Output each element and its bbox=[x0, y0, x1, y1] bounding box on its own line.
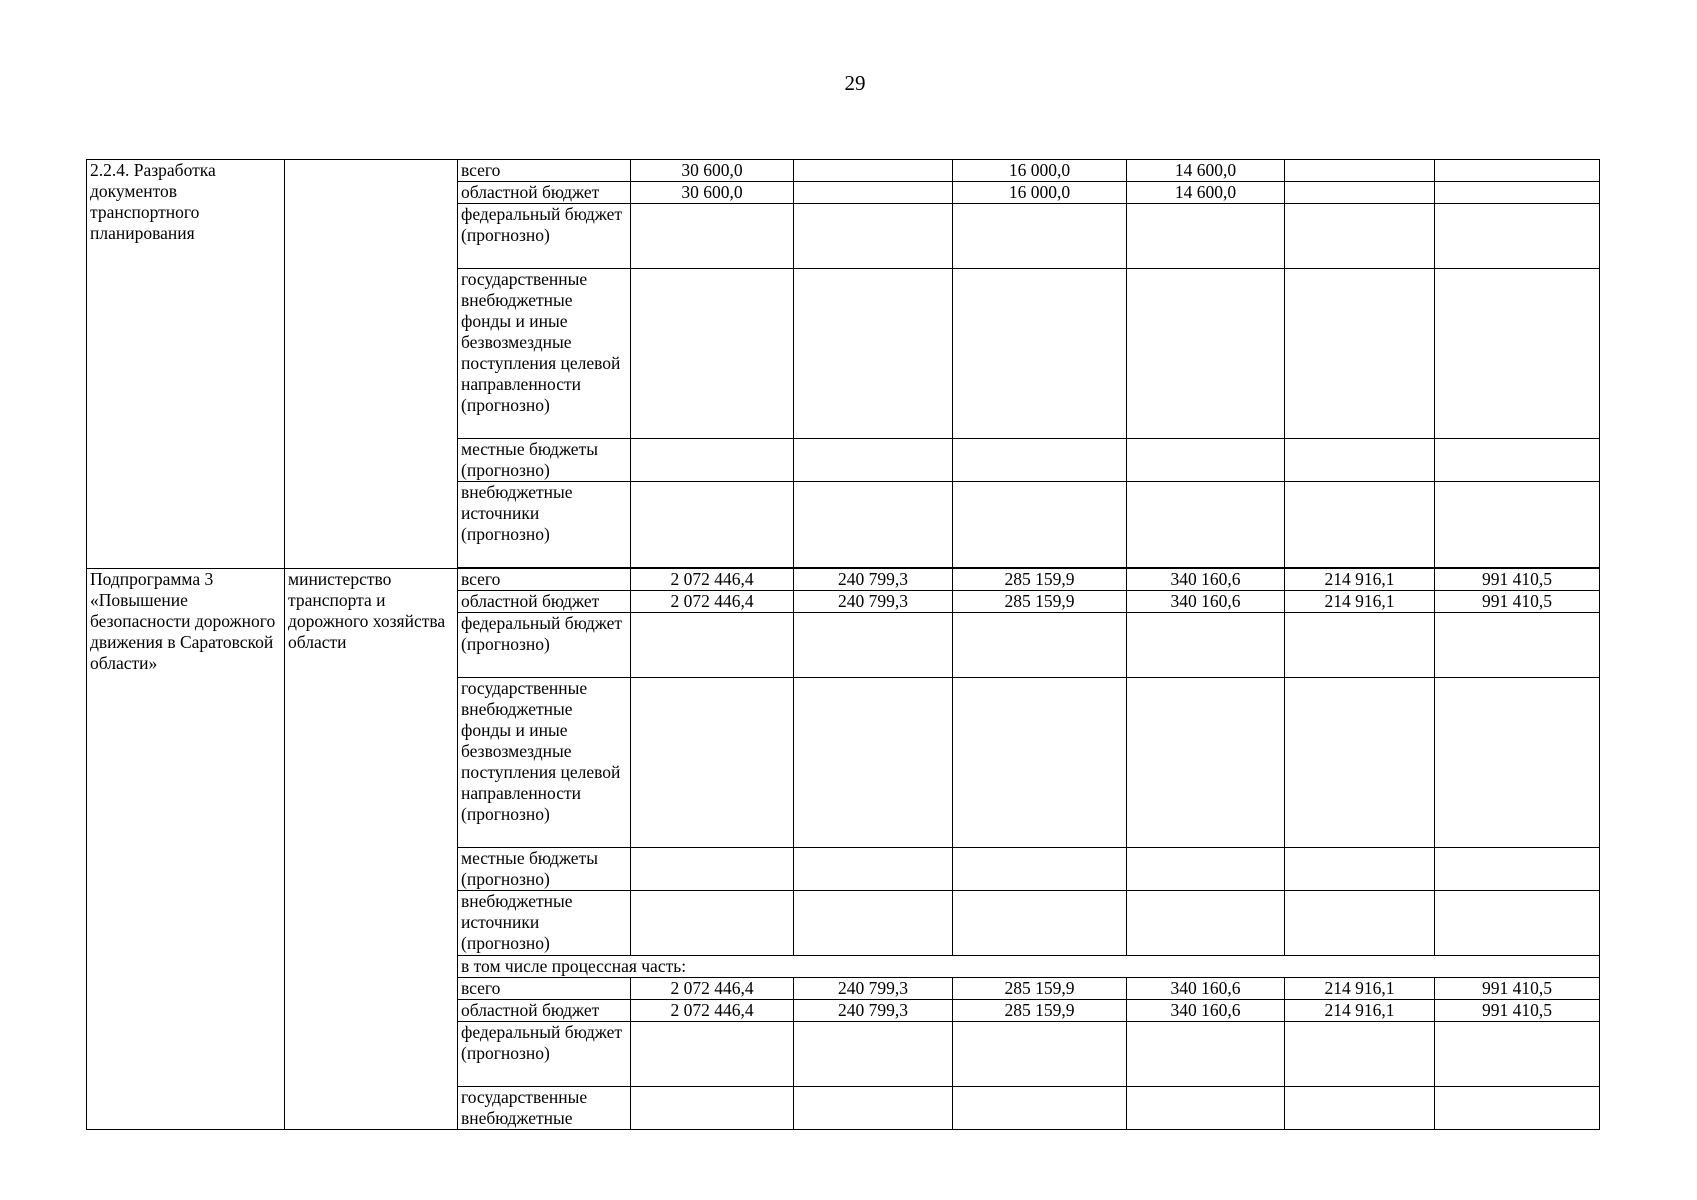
value-cell: 340 160,6 bbox=[1127, 591, 1285, 613]
value-cell bbox=[1435, 269, 1600, 439]
value-cell: 2 072 446,4 bbox=[631, 569, 794, 591]
value-cell: 285 159,9 bbox=[953, 591, 1127, 613]
value-cell bbox=[1435, 182, 1600, 204]
value-cell bbox=[1127, 1022, 1285, 1087]
value-cell bbox=[1127, 613, 1285, 678]
value-cell bbox=[794, 439, 953, 482]
value-cell bbox=[953, 1022, 1127, 1087]
value-cell bbox=[794, 204, 953, 269]
process-part-heading: в том числе процессная часть: bbox=[458, 956, 1600, 978]
value-cell bbox=[953, 848, 1127, 891]
value-cell bbox=[631, 439, 794, 482]
value-cell: 240 799,3 bbox=[794, 978, 953, 1000]
value-cell: 214 916,1 bbox=[1285, 1000, 1435, 1022]
value-cell: 16 000,0 bbox=[953, 182, 1127, 204]
value-cell bbox=[1285, 269, 1435, 439]
funding-source-cell: областной бюджет bbox=[458, 182, 631, 204]
table-body bbox=[87, 160, 1600, 1130]
value-cell: 991 410,5 bbox=[1435, 569, 1600, 591]
value-cell: 340 160,6 bbox=[1127, 978, 1285, 1000]
value-cell bbox=[794, 482, 953, 568]
value-cell bbox=[1435, 160, 1600, 182]
value-cell bbox=[1285, 1022, 1435, 1087]
value-cell bbox=[1127, 1087, 1285, 1130]
value-cell bbox=[631, 204, 794, 269]
value-cell: 340 160,6 bbox=[1127, 1000, 1285, 1022]
value-cell bbox=[953, 204, 1127, 269]
value-cell bbox=[794, 891, 953, 956]
value-cell bbox=[1435, 482, 1600, 568]
executor-cell: министерство транспорта и дорожного хозяйства области bbox=[285, 569, 458, 1130]
table-row bbox=[87, 569, 1600, 591]
value-cell bbox=[953, 1087, 1127, 1130]
funding-source-cell: федеральный бюджет (прогнозно) bbox=[458, 613, 631, 678]
value-cell: 30 600,0 bbox=[631, 160, 794, 182]
value-cell bbox=[1127, 678, 1285, 848]
value-cell bbox=[794, 613, 953, 678]
value-cell bbox=[794, 678, 953, 848]
value-cell bbox=[794, 269, 953, 439]
value-cell bbox=[631, 678, 794, 848]
value-cell bbox=[1127, 439, 1285, 482]
value-cell bbox=[1285, 891, 1435, 956]
funding-source-cell: внебюджетные источники (прогнозно) bbox=[458, 891, 631, 956]
funding-table bbox=[86, 159, 1600, 1130]
value-cell bbox=[1127, 848, 1285, 891]
value-cell bbox=[631, 891, 794, 956]
value-cell bbox=[1285, 1087, 1435, 1130]
value-cell bbox=[1285, 848, 1435, 891]
value-cell bbox=[794, 182, 953, 204]
value-cell: 214 916,1 bbox=[1285, 591, 1435, 613]
value-cell: 285 159,9 bbox=[953, 569, 1127, 591]
value-cell: 14 600,0 bbox=[1127, 160, 1285, 182]
value-cell: 30 600,0 bbox=[631, 182, 794, 204]
value-cell bbox=[1435, 891, 1600, 956]
value-cell bbox=[1435, 1087, 1600, 1130]
funding-source-cell: государственные внебюджетные bbox=[458, 1087, 631, 1130]
value-cell: 240 799,3 bbox=[794, 1000, 953, 1022]
value-cell: 2 072 446,4 bbox=[631, 591, 794, 613]
value-cell bbox=[631, 269, 794, 439]
value-cell bbox=[794, 848, 953, 891]
executor-cell bbox=[285, 160, 458, 569]
value-cell bbox=[953, 613, 1127, 678]
value-cell: 214 916,1 bbox=[1285, 978, 1435, 1000]
value-cell bbox=[1285, 613, 1435, 678]
value-cell bbox=[1435, 1022, 1600, 1087]
value-cell: 991 410,5 bbox=[1435, 591, 1600, 613]
event-name-cell: 2.2.4. Разработка документов транспортного планирования bbox=[87, 160, 285, 569]
value-cell: 2 072 446,4 bbox=[631, 1000, 794, 1022]
value-cell: 240 799,3 bbox=[794, 591, 953, 613]
value-cell: 14 600,0 bbox=[1127, 182, 1285, 204]
value-cell bbox=[1285, 482, 1435, 568]
funding-source-cell: всего bbox=[458, 569, 631, 591]
value-cell bbox=[631, 1022, 794, 1087]
value-cell bbox=[1127, 204, 1285, 269]
value-cell bbox=[631, 613, 794, 678]
funding-source-cell: всего bbox=[458, 978, 631, 1000]
value-cell bbox=[953, 439, 1127, 482]
value-cell bbox=[1435, 613, 1600, 678]
value-cell bbox=[1435, 204, 1600, 269]
value-cell bbox=[794, 1022, 953, 1087]
funding-source-cell: областной бюджет bbox=[458, 1000, 631, 1022]
value-cell: 214 916,1 bbox=[1285, 569, 1435, 591]
value-cell bbox=[1435, 848, 1600, 891]
value-cell bbox=[631, 482, 794, 568]
value-cell bbox=[1127, 891, 1285, 956]
table-row bbox=[87, 160, 1600, 182]
value-cell bbox=[1285, 182, 1435, 204]
page-number: 29 bbox=[844, 71, 866, 95]
value-cell bbox=[1435, 439, 1600, 482]
value-cell bbox=[631, 1087, 794, 1130]
value-cell: 285 159,9 bbox=[953, 978, 1127, 1000]
value-cell bbox=[1285, 439, 1435, 482]
funding-source-cell: государственные внебюджетные фонды и иные безвозмездные поступления целевой направленности (прогнозно) bbox=[458, 269, 631, 439]
funding-source-cell: областной бюджет bbox=[458, 591, 631, 613]
value-cell: 16 000,0 bbox=[953, 160, 1127, 182]
funding-source-cell: внебюджетные источники (прогнозно) bbox=[458, 482, 631, 568]
value-cell bbox=[1285, 204, 1435, 269]
funding-source-cell: федеральный бюджет (прогнозно) bbox=[458, 204, 631, 269]
funding-source-cell: местные бюджеты (прогнозно) bbox=[458, 848, 631, 891]
value-cell: 991 410,5 bbox=[1435, 978, 1600, 1000]
funding-source-cell: государственные внебюджетные фонды и иные безвозмездные поступления целевой направленности (прогнозно) bbox=[458, 678, 631, 848]
funding-source-cell: федеральный бюджет (прогнозно) bbox=[458, 1022, 631, 1087]
value-cell: 240 799,3 bbox=[794, 569, 953, 591]
event-name-cell: Подпрограмма 3 «Повышение безопасности дорожного движения в Саратовской области» bbox=[87, 569, 285, 1130]
value-cell bbox=[953, 269, 1127, 439]
value-cell bbox=[1127, 482, 1285, 568]
value-cell: 991 410,5 bbox=[1435, 1000, 1600, 1022]
value-cell: 340 160,6 bbox=[1127, 569, 1285, 591]
value-cell bbox=[631, 848, 794, 891]
value-cell bbox=[1285, 678, 1435, 848]
value-cell: 285 159,9 bbox=[953, 1000, 1127, 1022]
value-cell bbox=[1127, 269, 1285, 439]
funding-source-cell: местные бюджеты (прогнозно) bbox=[458, 439, 631, 482]
funding-source-cell: всего bbox=[458, 160, 631, 182]
value-cell bbox=[953, 678, 1127, 848]
value-cell bbox=[953, 891, 1127, 956]
value-cell bbox=[1285, 160, 1435, 182]
value-cell bbox=[1435, 678, 1600, 848]
value-cell: 2 072 446,4 bbox=[631, 978, 794, 1000]
value-cell bbox=[794, 160, 953, 182]
value-cell bbox=[953, 482, 1127, 568]
value-cell bbox=[794, 1087, 953, 1130]
